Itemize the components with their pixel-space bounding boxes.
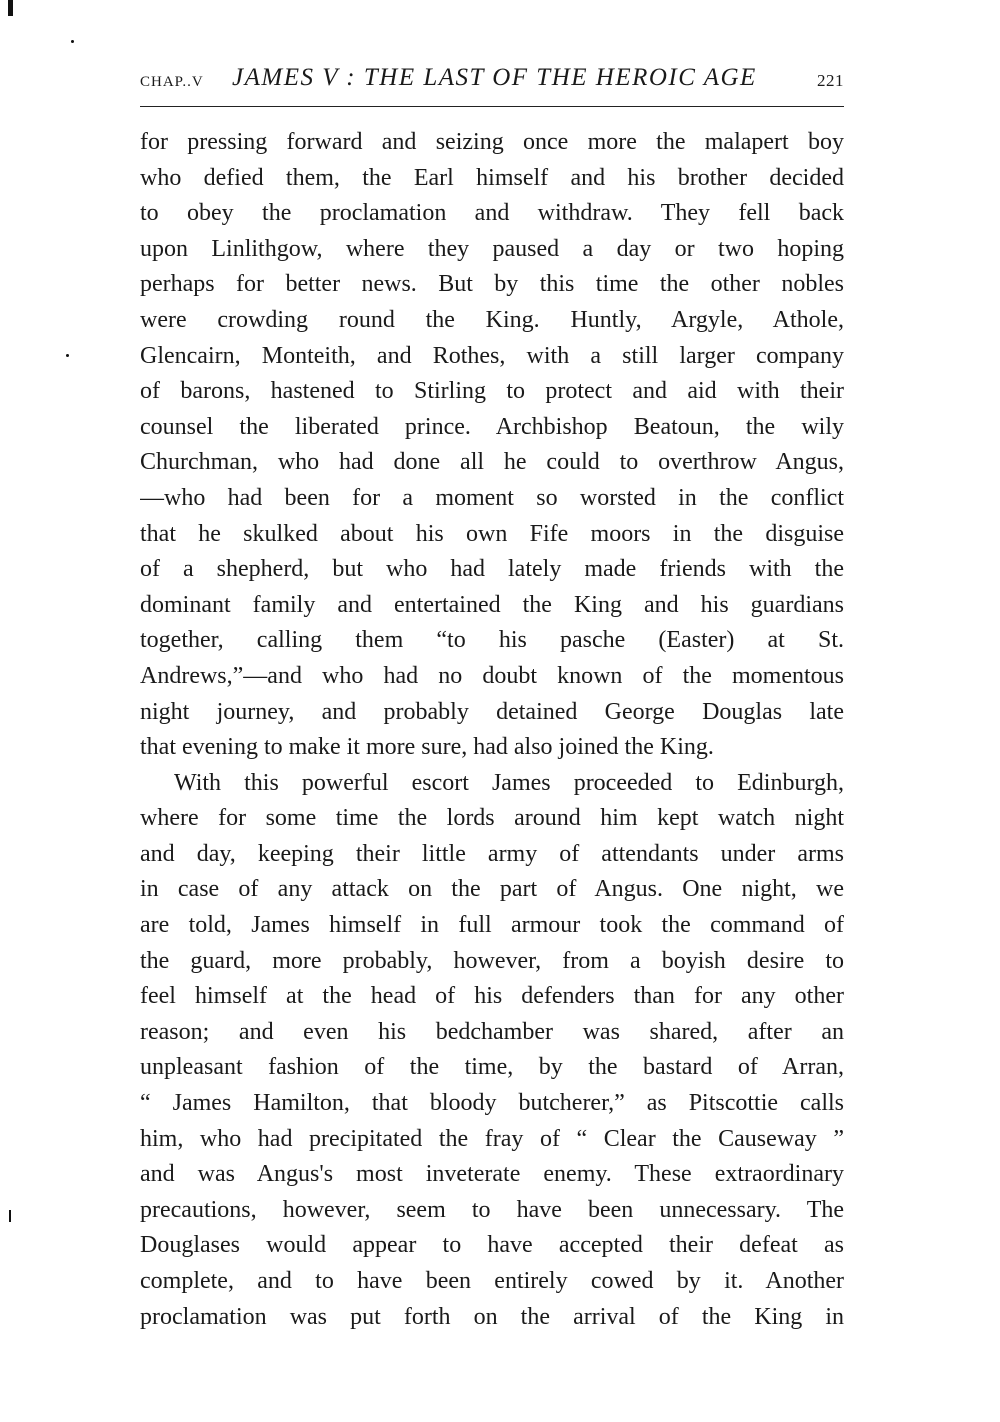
header-rule <box>140 106 844 107</box>
text-line: the guard, more probably, however, from a boyish desire to <box>140 947 844 974</box>
text-line: that he skulked about his own Fife moors in the disguise <box>140 520 844 547</box>
text-line: dominant family and entertained the King and his guardians <box>140 591 844 618</box>
running-title: JAMES V : THE LAST OF THE HEROIC AGE <box>232 64 757 91</box>
text-line: Churchman, who had done all he could to overthrow Angus, <box>140 449 844 476</box>
scan-speck <box>8 0 13 16</box>
text-line: With this powerful escort James proceeded to Edinburgh, <box>174 769 844 796</box>
text-line: for pressing forward and seizing once more the malapert boy <box>140 129 844 155</box>
text-line: upon Linlithgow, where they paused a day or two hoping <box>140 235 844 262</box>
text-line: who defied them, the Earl himself and his brother decided <box>140 164 844 191</box>
text-line: and day, keeping their little army of attendants under arms <box>140 840 844 867</box>
text-line: and was Angus's most inveterate enemy. These extraordinary <box>140 1161 844 1188</box>
text-line: precautions, however, seem to have been unnecessary. The <box>140 1196 844 1223</box>
text-line: Andrews,”—and who had no doubt known of the momentous <box>140 662 844 689</box>
text-line: in case of any attack on the part of Angus. One night, we <box>140 876 844 903</box>
page-number: 221 <box>817 71 844 90</box>
text-line: were crowding round the King. Huntly, Argyle, Athole, <box>140 306 844 333</box>
text-line: counsel the liberated prince. Archbishop Beatoun, the wily <box>140 413 844 440</box>
text-line: —who had been for a moment so worsted in the conflict <box>140 484 844 511</box>
scan-speck <box>71 40 74 43</box>
text-line: proclamation was put forth on the arrival of the King in <box>140 1303 844 1330</box>
running-header <box>140 62 844 96</box>
text-line: feel himself at the head of his defenders than for any other <box>140 983 844 1010</box>
text-line: are told, James himself in full armour took the command of <box>140 912 844 939</box>
text-line: to obey the proclamation and withdraw. They fell back <box>140 200 844 227</box>
text-line: together, calling them “to his pasche (Easter) at St. <box>140 627 844 654</box>
text-line: Douglases would appear to have accepted their defeat as <box>140 1232 844 1259</box>
text-line: unpleasant fashion of the time, by the bastard of Arran, <box>140 1054 844 1081</box>
body-text <box>140 125 844 1335</box>
scan-speck <box>66 354 69 357</box>
text-line: “ James Hamilton, that bloody butcherer,” as Pitscottie calls <box>140 1090 844 1117</box>
text-line: that evening to make it more sure, had also joined the King. <box>140 734 714 761</box>
chapter-label: CHAP..V <box>140 74 204 90</box>
text-line: Glencairn, Monteith, and Rothes, with a still larger company <box>140 342 844 369</box>
text-line: him, who had precipitated the fray of “ Clear the Causeway ” <box>140 1125 844 1152</box>
text-line: of barons, hastened to Stirling to protect and aid with their <box>140 378 844 405</box>
text-line: perhaps for better news. But by this time the other nobles <box>140 271 844 298</box>
text-line: complete, and to have been entirely cowed by it. Another <box>140 1268 844 1294</box>
text-line: reason; and even his bedchamber was shared, after an <box>140 1018 844 1045</box>
scan-speck <box>9 1210 11 1222</box>
text-line: of a shepherd, but who had lately made friends with the <box>140 556 844 583</box>
text-line: night journey, and probably detained George Douglas late <box>140 698 844 725</box>
text-line: where for some time the lords around him kept watch night <box>140 805 844 832</box>
